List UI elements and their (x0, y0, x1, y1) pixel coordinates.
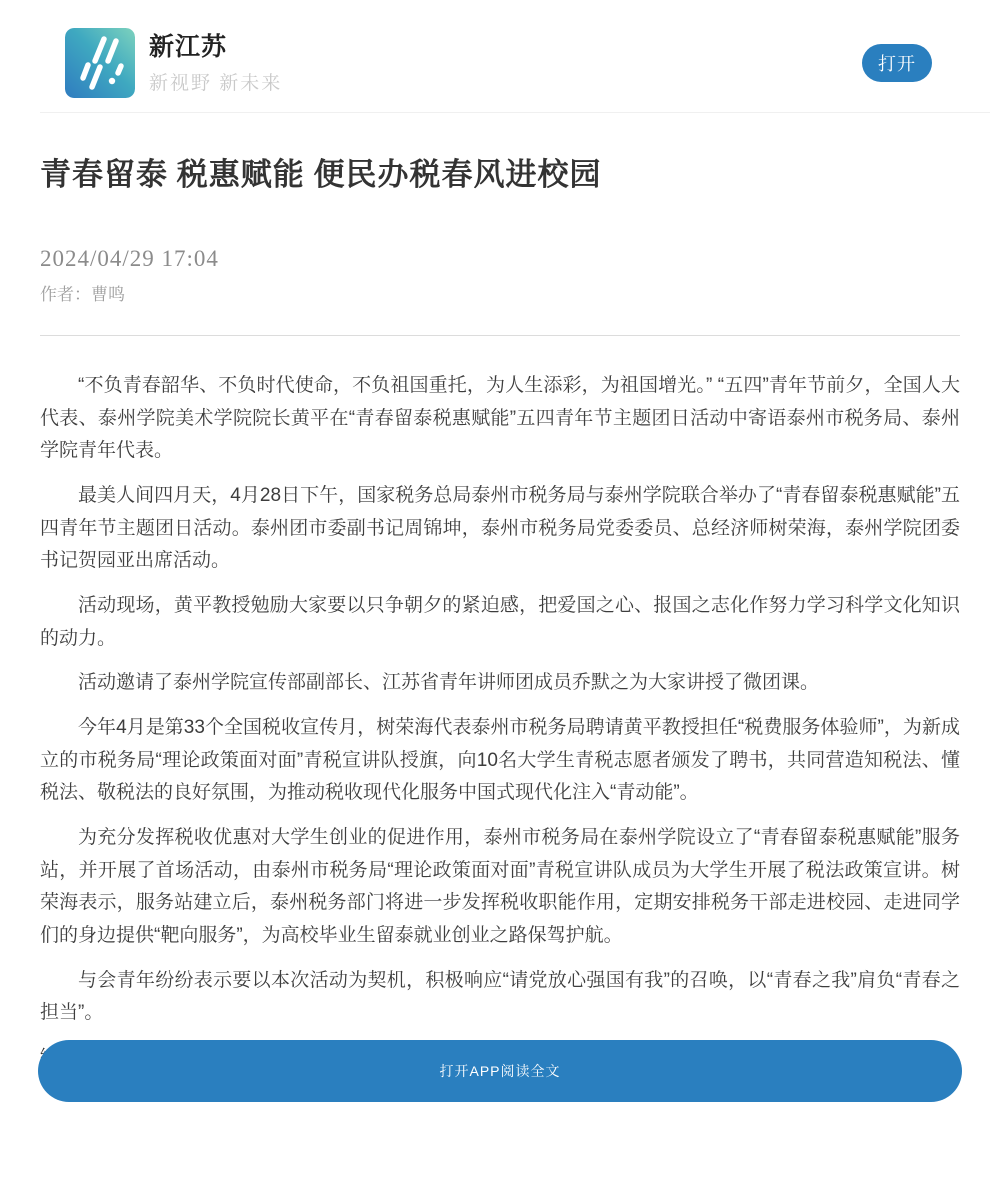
header-divider (40, 112, 990, 113)
article-paragraph: 今年4月是第33个全国税收宣传月，树荣海代表泰州市税务局聘请黄平教授担任“税费服务体验师”，为新成立的市税务局“理论政策面对面”青税宣讲队授旗，向10名大学生青税志愿者颁发了聘书，共同营造知税法、懂税法、敬税法的良好氛围，为推动税收现代化服务中国式现代化注入“青动能”。 (40, 717, 960, 804)
article (0, 149, 1000, 1067)
publish-date: 2024/04/29 17:04 (40, 246, 219, 271)
site-header (0, 0, 1000, 112)
article-title: 青春留泰 税惠赋能 便民办税春风进校园 (40, 157, 602, 192)
brand-slogan: 新视野 新未来 (149, 72, 283, 94)
brand-logo-icon (65, 28, 135, 98)
article-paragraph: 最美人间四月天，4月28日下午，国家税务总局泰州市税务局与泰州学院联合举办了“青春留泰税惠赋能”五四青年节主题团日活动。泰州团市委副书记周锦坤，泰州市税务局党委委员、总经济师树荣海，泰州学院团委书记贺园亚出席活动。 (40, 485, 960, 572)
brand-text (149, 31, 862, 95)
article-paragraph: “不负青春韶华、不负时代使命，不负祖国重托，为人生添彩，为祖国增光。” “五四”青年节前夕，全国人大代表、泰州学院美术学院院长黄平在“青春留泰税惠赋能”五四青年节主题团日活动中寄语泰州市税务局、泰州学院青年代表。 (40, 375, 960, 462)
article-paragraph: 活动邀请了泰州学院宣传部副部长、江苏省青年讲师团成员乔默之为大家讲授了微团课。 (78, 672, 820, 694)
open-app-header-button[interactable]: 打开 (862, 44, 932, 82)
article-body (40, 336, 960, 1030)
author-line: 作者：曹鸣 (40, 285, 125, 304)
footer (38, 1040, 962, 1102)
article-paragraph: 活动现场，黄平教授勉励大家要以只争朝夕的紧迫感，把爱国之心、报国之志化作努力学习科学文化知识的动力。 (40, 595, 960, 649)
brand-name: 新江苏 (149, 33, 228, 62)
article-paragraph: 与会青年纷纷表示要以本次活动为契机，积极响应“请党放心强国有我”的召唤，以“青春之我”肩负“青春之担当”。 (40, 969, 960, 1024)
article-meta (40, 246, 960, 305)
open-app-read-full-button[interactable]: 打开APP阅读全文 (38, 1040, 962, 1102)
article-paragraph: 为充分发挥税收优惠对大学生创业的促进作用，泰州市税务局在泰州学院设立了“青春留泰税惠赋能”服务站，并开展了首场活动，由泰州市税务局“理论政策面对面”青税宣讲队成员为大学生开展了税法政策宣讲。树荣海表示，服务站建立后，泰州税务部门将进一步发挥税收职能作用，定期安排税务干部走进校园、走进同学们的身边提供“靶向服务”，为高校毕业生留泰就业创业之路保驾护航。 (40, 827, 960, 947)
